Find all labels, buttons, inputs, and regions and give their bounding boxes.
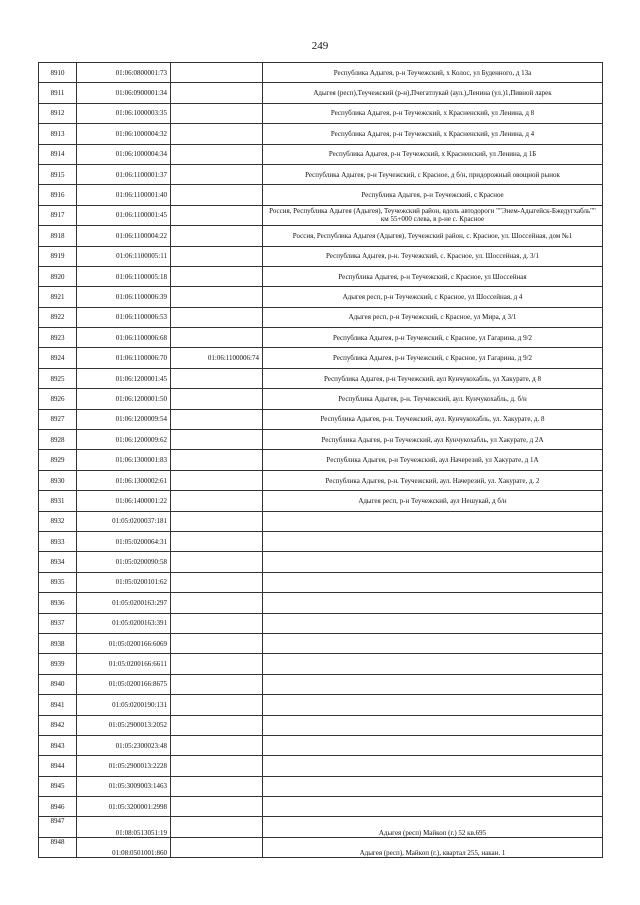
cadastral-number-cell: 01:06:1100006:68 [77,328,171,348]
table-row [39,266,603,286]
address-cell: Республика Адыгея, р-н Теучежский, аул Начерезий, ул Хакурате, д 1А [263,450,603,470]
cadastral-number-cell: 01:05:0200101:62 [77,572,171,592]
address-cell: Республика Адыгея, р-н. Теучежский, аул. Начерезий, ул. Хакурате, д. 2 [263,470,603,490]
previous-cadastral-number-cell: 01:06:1100006:74 [171,348,263,368]
address-cell: Республика Адыгея, р-н. Теучежский, аул. Кунчукохабль, ул. Хакурате, д. 8 [263,409,603,429]
previous-cadastral-number-cell [171,185,263,205]
address-cell [263,735,603,755]
table-row [39,695,603,715]
row-number-cell: 8942 [39,715,77,735]
previous-cadastral-number-cell [171,572,263,592]
row-number-cell: 8917 [39,205,77,225]
cadastral-number-cell: 01:06:1100001:37 [77,164,171,184]
row-number-cell: 8919 [39,246,77,266]
previous-cadastral-number-cell [171,246,263,266]
previous-cadastral-number-cell [171,511,263,531]
table-row [39,633,603,653]
cadastral-number-cell: 01:06:1100001:40 [77,185,171,205]
row-number-cell: 8924 [39,348,77,368]
previous-cadastral-number-cell [171,307,263,327]
row-number-cell: 8929 [39,450,77,470]
row-number-cell: 8916 [39,185,77,205]
row-number-cell: 8940 [39,674,77,694]
cadastral-number-cell: 01:06:0800001:73 [77,63,171,83]
address-cell [263,756,603,776]
table-row [39,328,603,348]
row-number-cell: 8943 [39,735,77,755]
table-row [39,593,603,613]
row-number-cell: 8934 [39,552,77,572]
table-row [39,83,603,103]
table-row [39,389,603,409]
cadastral-number-cell: 01:06:1300002:61 [77,470,171,490]
address-cell: Республика Адыгея, р-н Теучежский, х Колос, ул Буденного, д 13а [263,63,603,83]
previous-cadastral-number-cell [171,593,263,613]
table-row [39,103,603,123]
previous-cadastral-number-cell [171,83,263,103]
cadastral-number-cell: 01:06:1000004:32 [77,124,171,144]
cadastral-number-cell: 01:05:2900013:2052 [77,715,171,735]
row-number-cell: 8927 [39,409,77,429]
cadastral-number-cell: 01:05:0200064:31 [77,531,171,551]
address-cell: Республика Адыгея, р-н. Теучежский, аул. Кунчукохабль, д. б/н [263,389,603,409]
previous-cadastral-number-cell [171,430,263,450]
row-number-cell: 8948 [39,837,77,857]
table-row [39,409,603,429]
address-cell: Республика Адыгея, р-н Теучежский, с Красное, ул Гагарина, д 9/2 [263,348,603,368]
address-cell: Адыгея (респ),Теучежский (р-н),Пчегатлукай (аул.),Ленина (ул.)1,Пивной ларек [263,83,603,103]
cadastral-number-cell: 01:05:0200166:6611 [77,654,171,674]
table-row [39,246,603,266]
row-number-cell: 8945 [39,776,77,796]
row-number-cell: 8941 [39,695,77,715]
cadastral-number-cell: 01:05:0200163:297 [77,593,171,613]
address-cell [263,674,603,694]
cadastral-number-cell: 01:06:1100006:53 [77,307,171,327]
previous-cadastral-number-cell [171,776,263,796]
previous-cadastral-number-cell [171,409,263,429]
address-cell: Адыгея (респ), Майкоп (г.), квартал 255, накан. 1 [263,837,603,857]
cadastral-number-cell: 01:08:0501001:860 [77,837,171,857]
address-cell [263,797,603,817]
cadastral-number-cell: 01:06:1400001:22 [77,491,171,511]
table-row [39,552,603,572]
cadastral-number-cell: 01:05:0200090:58 [77,552,171,572]
page-number: 249 [311,40,329,52]
table-row [39,715,603,735]
address-cell [263,572,603,592]
cadastral-number-cell: 01:05:0200166:6069 [77,633,171,653]
row-number-cell: 8930 [39,470,77,490]
row-number-cell: 8947 [39,817,77,837]
row-number-cell: 8944 [39,756,77,776]
previous-cadastral-number-cell [171,735,263,755]
address-cell: Республика Адыгея, р-н Теучежский, с Красное, ул Шоссейная [263,266,603,286]
row-number-cell: 8939 [39,654,77,674]
table-row [39,817,603,837]
cadastral-number-cell: 01:05:2300023:48 [77,735,171,755]
previous-cadastral-number-cell [171,797,263,817]
address-cell: Республика Адыгея, р-н Теучежский, х Красненский, ул Ленина, д 4 [263,124,603,144]
cadastral-number-cell: 01:06:1200001:45 [77,368,171,388]
registry-table-body [39,63,603,858]
previous-cadastral-number-cell [171,124,263,144]
row-number-cell: 8928 [39,430,77,450]
address-cell [263,511,603,531]
previous-cadastral-number-cell [171,674,263,694]
address-cell [263,633,603,653]
address-cell: Республика Адыгея, р-н Теучежский, с Красное [263,185,603,205]
table-row [39,164,603,184]
previous-cadastral-number-cell [171,613,263,633]
cadastral-number-cell: 01:08:0513051:19 [77,817,171,837]
table-row [39,776,603,796]
table-row [39,511,603,531]
row-number-cell: 8933 [39,531,77,551]
row-number-cell: 8910 [39,63,77,83]
cadastral-number-cell: 01:06:1100006:70 [77,348,171,368]
cadastral-number-cell: 01:06:1300001:83 [77,450,171,470]
cadastral-number-cell: 01:05:0200190:131 [77,695,171,715]
row-number-cell: 8946 [39,797,77,817]
table-row [39,531,603,551]
table-row [39,450,603,470]
address-cell: Россия, Республика Адыгея (Адыгея), Теучежский район, с. Красное, ул. Шоссейная, дом №1 [263,226,603,246]
registry-table [38,62,603,858]
row-number-cell: 8937 [39,613,77,633]
previous-cadastral-number-cell [171,470,263,490]
row-number-cell: 8921 [39,287,77,307]
cadastral-number-cell: 01:05:2900013:2228 [77,756,171,776]
cadastral-number-cell: 01:06:1100006:39 [77,287,171,307]
address-cell: Россия, Республика Адыгея (Адыгея), Теучежский район, вдоль автодороги ""Энем-Адыгейск-Бжедугхабль"" км 55+000 слева, в р-не с. Красное [263,205,603,225]
previous-cadastral-number-cell [171,164,263,184]
table-row [39,185,603,205]
row-number-cell: 8925 [39,368,77,388]
address-cell: Республика Адыгея, р-н Теучежский, с Красное, ул Гагарина, д 9/2 [263,328,603,348]
address-cell [263,593,603,613]
table-row [39,348,603,368]
cadastral-number-cell: 01:05:3200001:2998 [77,797,171,817]
address-cell [263,552,603,572]
previous-cadastral-number-cell [171,756,263,776]
address-cell [263,654,603,674]
address-cell [263,613,603,633]
address-cell: Республика Адыгея, р-н Теучежский, аул Кунчукохабль, ул Хакурате, д 8 [263,368,603,388]
row-number-cell: 8938 [39,633,77,653]
table-row [39,572,603,592]
previous-cadastral-number-cell [171,328,263,348]
table-row [39,205,603,225]
table-row [39,368,603,388]
row-number-cell: 8932 [39,511,77,531]
cadastral-number-cell: 01:06:1000003:35 [77,103,171,123]
previous-cadastral-number-cell [171,531,263,551]
cadastral-number-cell: 01:06:1200009:62 [77,430,171,450]
previous-cadastral-number-cell [171,837,263,857]
previous-cadastral-number-cell [171,695,263,715]
previous-cadastral-number-cell [171,491,263,511]
address-cell: Адыгея респ, р-н Теучежский, с Красное, ул Мира, д 3/1 [263,307,603,327]
address-cell: Адыгея респ, р-н Теучежский, с Красное, ул Шоссейная, д 4 [263,287,603,307]
table-row [39,63,603,83]
address-cell: Республика Адыгея, р-н Теучежский, с Красное, д б/н, придорожный овощной рынок [263,164,603,184]
cadastral-number-cell: 01:06:1100001:45 [77,205,171,225]
row-number-cell: 8911 [39,83,77,103]
table-row [39,226,603,246]
previous-cadastral-number-cell [171,63,263,83]
previous-cadastral-number-cell [171,633,263,653]
previous-cadastral-number-cell [171,817,263,837]
previous-cadastral-number-cell [171,715,263,735]
row-number-cell: 8931 [39,491,77,511]
row-number-cell: 8915 [39,164,77,184]
previous-cadastral-number-cell [171,450,263,470]
row-number-cell: 8918 [39,226,77,246]
cadastral-number-cell: 01:06:1200009:54 [77,409,171,429]
previous-cadastral-number-cell [171,368,263,388]
previous-cadastral-number-cell [171,552,263,572]
table-row [39,613,603,633]
cadastral-number-cell: 01:06:1100005:18 [77,266,171,286]
address-cell: Республика Адыгея, р-н. Теучежский, с. Красное, ул. Шоссейная, д. 3/1 [263,246,603,266]
table-row [39,756,603,776]
row-number-cell: 8935 [39,572,77,592]
address-cell [263,715,603,735]
table-row [39,144,603,164]
previous-cadastral-number-cell [171,389,263,409]
previous-cadastral-number-cell [171,654,263,674]
cadastral-number-cell: 01:06:1200001:50 [77,389,171,409]
row-number-cell: 8926 [39,389,77,409]
table-row [39,735,603,755]
previous-cadastral-number-cell [171,287,263,307]
table-row [39,654,603,674]
table-row [39,124,603,144]
address-cell [263,531,603,551]
table-row [39,470,603,490]
address-cell: Адыгея (респ) Майкоп (г.) 52 кв.695 [263,817,603,837]
address-cell [263,695,603,715]
row-number-cell: 8912 [39,103,77,123]
table-row [39,430,603,450]
address-cell: Республика Адыгея, р-н Теучежский, х Красненский, ул Ленина, д 1Б [263,144,603,164]
address-cell [263,776,603,796]
previous-cadastral-number-cell [171,144,263,164]
row-number-cell: 8936 [39,593,77,613]
table-row [39,307,603,327]
cadastral-number-cell: 01:06:1100004:22 [77,226,171,246]
table-row [39,674,603,694]
address-cell: Республика Адыгея, р-н Теучежский, аул Кунчукохабль, ул Хакурате, д 2А [263,430,603,450]
cadastral-number-cell: 01:05:0200166:8675 [77,674,171,694]
address-cell: Республика Адыгея, р-н Теучежский, х Красненский, ул Ленина, д 8 [263,103,603,123]
previous-cadastral-number-cell [171,103,263,123]
row-number-cell: 8920 [39,266,77,286]
table-row [39,837,603,857]
row-number-cell: 8913 [39,124,77,144]
row-number-cell: 8914 [39,144,77,164]
row-number-cell: 8923 [39,328,77,348]
address-cell: Адыгея респ, р-н Теучежский, аул Нешукай, д б/н [263,491,603,511]
previous-cadastral-number-cell [171,226,263,246]
cadastral-number-cell: 01:06:1100005:11 [77,246,171,266]
row-number-cell: 8922 [39,307,77,327]
previous-cadastral-number-cell [171,205,263,225]
cadastral-number-cell: 01:05:3009003:1463 [77,776,171,796]
cadastral-number-cell: 01:06:1000004:34 [77,144,171,164]
table-row [39,491,603,511]
cadastral-number-cell: 01:05:0200163:391 [77,613,171,633]
cadastral-number-cell: 01:06:0900001:34 [77,83,171,103]
cadastral-number-cell: 01:05:0200037:181 [77,511,171,531]
table-row [39,797,603,817]
table-row [39,287,603,307]
previous-cadastral-number-cell [171,266,263,286]
